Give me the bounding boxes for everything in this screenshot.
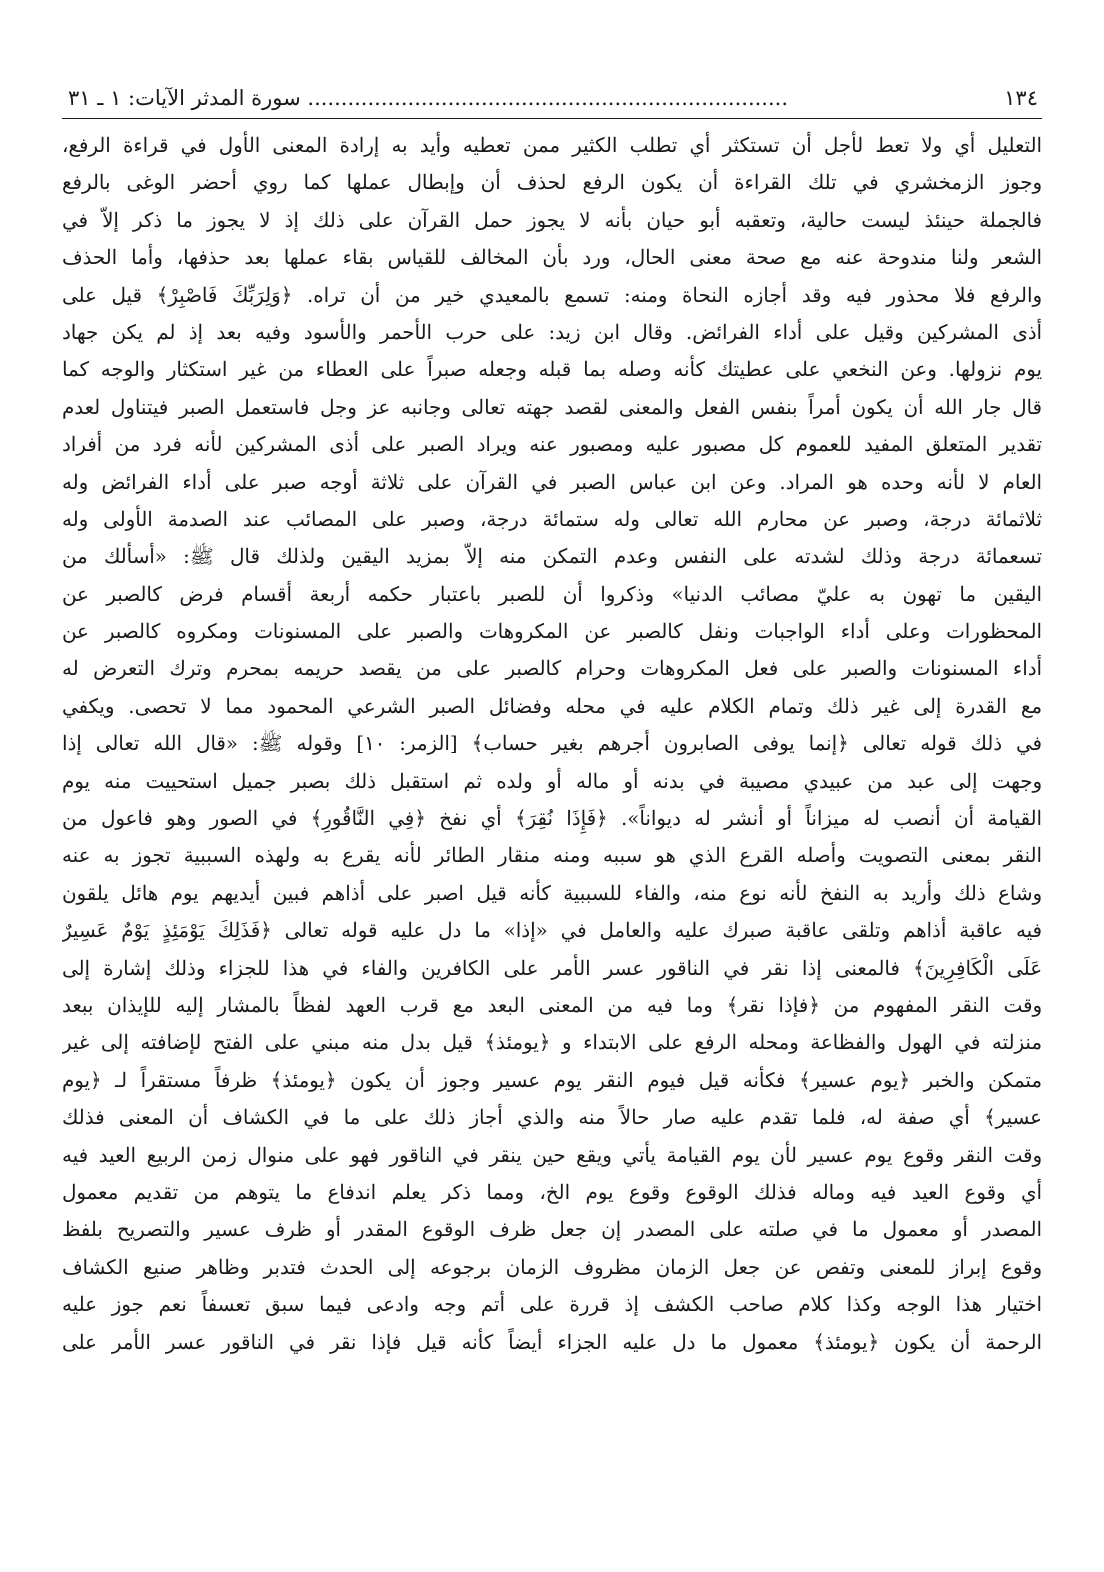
text-line: أذى المشركين وقيل على أداء الفرائض. وقال ابن زيد: على حرب الأحمر والأسود وفيه بعد إذ لم يكن جهاد xyxy=(62,320,1042,344)
text-line: متمكن والخبر ﴿يوم عسير﴾ فكأنه قيل فيوم النقر يوم عسير وجوز أن يكون ﴿يومئذ﴾ ظرفاً مستقراً لـ ﴿يوم xyxy=(62,1068,1042,1092)
text-line: أداء المسنونات والصبر على فعل المكروهات وحرام كالصبر على من يقصد حريمه بمحرم وترك التعرض له xyxy=(62,657,1042,681)
body-text xyxy=(62,127,1042,1547)
text-line: الرحمة أن يكون ﴿يومئذ﴾ معمول ما دل عليه الجزاء أيضاً كأنه قيل فإذا نقر في الناقور عسر الأمر على xyxy=(62,1330,1042,1354)
text-line: في ذلك قوله تعالى ﴿إنما يوفى الصابرون أجرهم بغير حساب﴾ [الزمر: ١٠] وقوله ﷺ: «قال الله تعالى إذا xyxy=(62,732,1042,756)
text-line: وجهت إلى عبد من عبيدي مصيبة في بدنه أو ماله أو ولده ثم استقبل ذلك بصبر جميل استحييت منه يوم xyxy=(62,769,1042,793)
text-line: ثلاثمائة درجة، وصبر عن محارم الله تعالى وله ستمائة درجة، وصبر على المصائب عند الصدمة الأولى وله xyxy=(62,507,1042,531)
running-head xyxy=(68,78,788,118)
running-head-leader: ........................................................................ xyxy=(307,86,789,110)
page-header xyxy=(62,78,1042,119)
text-line: الشعر ولنا مندوحة عنه مع صحة معنى الحال، ورد بأن المخالف للقياس بقاء عملها بعد حذفها، وأما الحذف xyxy=(62,246,1042,270)
text-line: وقوع إبراز للمعنى وتفص عن جعل الزمان مظروف الزمان برجوعه إلى الحدث فتدبر وظاهر صنيع الكشاف xyxy=(62,1255,1042,1279)
text-line: القيامة أن أنصب له ميزاناً أو أنشر له ديواناً». ﴿فَإِذَا نُقِرَ﴾ أي نفخ ﴿فِي النَّاقُورِ﴾ في الصور وهو فاعول من xyxy=(62,807,1042,831)
text-line: فالجملة حينئذ ليست حالية، وتعقبه أبو حيان بأنه لا يجوز حمل القرآن على ذلك إذ لا يجوز ما ذكر إلاّ في xyxy=(62,208,1042,232)
text-line: النقر بمعنى التصويت وأصله القرع الذي هو سببه ومنه منقار الطائر لأنه يقرع به ولهذه السببية تجوز به عنه xyxy=(62,844,1042,868)
text-line: العام لا لأنه وحده هو المراد. وعن ابن عباس الصبر في القرآن على ثلاثة أوجه صبر على أداء الفرائض وله xyxy=(62,470,1042,494)
text-line: أي وقوع العيد فيه وماله فذلك الوقوع وقوع يوم الخ، ومما ذكر يعلم اندفاع ما يتوهم من تقديم معمول xyxy=(62,1180,1042,1204)
text-line: مع القدرة إلى غير ذلك وتمام الكلام عليه في محله وفضائل الصبر الشرعي المحمود مما لا تحصى. ويكفي xyxy=(62,694,1042,718)
text-line: عَلَى الْكَافِرِينَ﴾ فالمعنى إذا نقر في الناقور عسر الأمر على الكافرين والفاء في هذا للجزاء وذلك إشارة إلى xyxy=(62,956,1042,980)
text-line: والرفع فلا محذور فيه وقد أجازه النحاة ومنه: تسمع بالمعيدي خير من أن تراه. ﴿وَلِرَبِّكَ فَاصْبِرْ﴾ قيل على xyxy=(62,283,1042,307)
text-line: منزلته في الهول والفظاعة ومحله الرفع على الابتداء و ﴿يومئذ﴾ قيل بدل منه مبني على الفتح لإضافته إلى غير xyxy=(62,1031,1042,1055)
text-line: تسعمائة درجة وذلك لشدته على النفس وعدم التمكن منه إلاّ بمزيد اليقين ولذلك قال ﷺ: «أسألك من xyxy=(62,545,1042,569)
text-line: عسير﴾ أي صفة له، فلما تقدم عليه صار حالاً منه والذي أجاز ذلك على ما في الكشاف أن المعنى فذلك xyxy=(62,1106,1042,1130)
text-line: وجوز الزمخشري في تلك القراءة أن يكون الرفع لحذف أن وإبطال عملها كما روي أحضر الوغى بالرفع xyxy=(62,171,1042,195)
text-line: فيه عاقبة أذاهم وتلقى عاقبة صبرك عليه والعامل في «إذا» ما دل عليه قوله تعالى ﴿فَذَلِكَ يَوْمَئِذٍ يَوْمٌ عَسِيرٌ xyxy=(62,919,1042,943)
text-line: اختيار هذا الوجه وكذا كلام صاحب الكشف إذ قررة على أتم وجه وادعى فيما سبق تعسفاً نعم جوز عليه xyxy=(62,1293,1042,1317)
text-line: اليقين ما تهون به عليّ مصائب الدنيا» وذكروا أن للصبر باعتبار حكمه أربعة أقسام فرض كالصبر عن xyxy=(62,582,1042,606)
page-number: ١٣٤ xyxy=(1004,86,1038,110)
text-line: التعليل أي ولا تعط لأجل أن تستكثر أي تطلب الكثير ممن تعطيه وأيد به إرادة المعنى الأول في قراءة الرفع، xyxy=(62,134,1042,157)
text-line: يوم نزولها. وعن النخعي على عطيتك كأنه وصله بما قبله وجعله صبراً على العطاء من غير استكثار والوجه كما xyxy=(62,358,1042,382)
text-line: المصدر أو معمول ما في صلته على المصدر إن جعل ظرف الوقوع المقدر أو ظرف عسير والتصريح بلفظ xyxy=(62,1218,1042,1242)
text-line: وقت النقر المفهوم من ﴿فإذا نقر﴾ وما فيه من المعنى البعد مع قرب العهد لفظاً بالمشار إليه للإيذان ببعد xyxy=(62,993,1042,1017)
document-page xyxy=(62,78,1042,1548)
text-line: وقت النقر وقوع يوم عسير لأن يوم القيامة يأتي ويقع حين ينقر في الناقور فهو على منوال زمن الربيع العيد فيه xyxy=(62,1143,1042,1167)
text-line: المحظورات وعلى أداء الواجبات ونفل كالصبر عن المكروهات والصبر على المسنونات ومكروه كالصبر عن xyxy=(62,620,1042,644)
text-line: تقدير المتعلق المفيد للعموم كل مصبور عليه ومصبور عنه ويراد الصبر على أذى المشركين لأنه فرد من أفراد xyxy=(62,433,1042,457)
running-head-title: سورة المدثر الآيات: ١ ـ ٣١ xyxy=(68,86,301,110)
text-line: وشاع ذلك وأريد به النفخ لأنه نوع منه، والفاء للسببية كأنه قيل اصبر على أذاهم فبين أيديهم يوم هائل يلقون xyxy=(62,881,1042,905)
text-line: قال جار الله أن يكون أمراً بنفس الفعل والمعنى لقصد جهته تعالى وجانبه عز وجل فاستعمل الصبر فيتناول لعدم xyxy=(62,395,1042,419)
